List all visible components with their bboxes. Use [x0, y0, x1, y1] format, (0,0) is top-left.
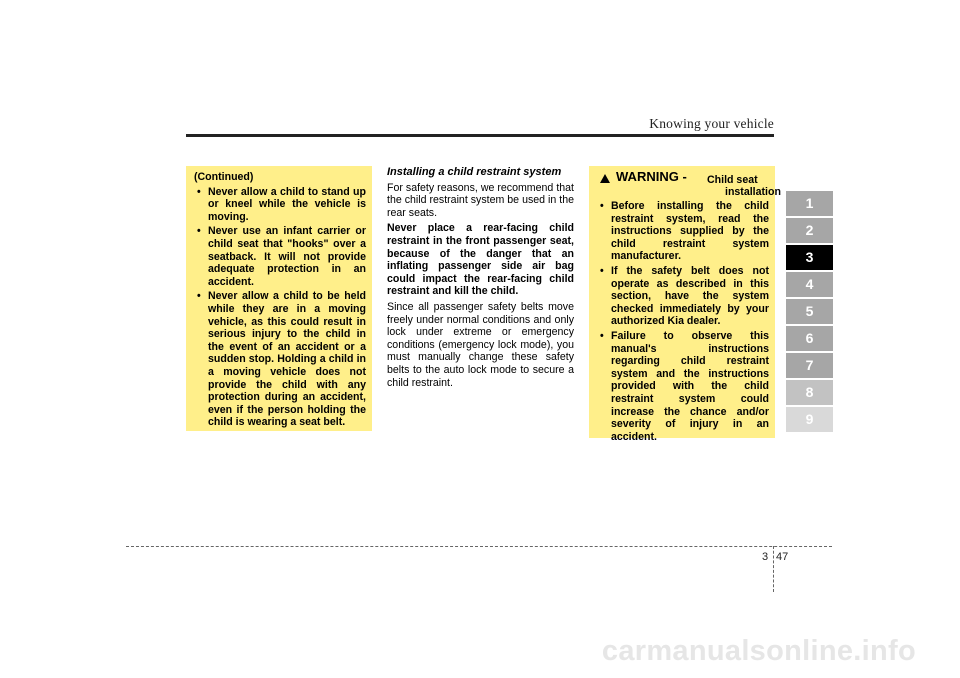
chapter-tab-7[interactable]: 7 — [786, 353, 833, 378]
bold-warning-paragraph: Never place a rear-facing child restraint in the front passenger seat, because of the danger that an inflating passenger side air bag could impact the rear-facing child restraint and kill the child. — [387, 222, 574, 298]
warning-title: WARNING - — [616, 169, 687, 184]
chapter-tab-1[interactable]: 1 — [786, 191, 833, 216]
page-number-value: 47 — [776, 551, 789, 563]
section-title: Installing a child restraint system — [387, 166, 562, 178]
page-header-title: Knowing your vehicle — [649, 116, 774, 131]
caution-list — [194, 186, 366, 429]
section-number: 3 — [762, 551, 769, 563]
footer-rule — [126, 546, 832, 547]
header-rule — [186, 134, 774, 137]
list-item: • Before installing the child restraint system, read the instructions supplied by the child restraint system manufacturer. — [597, 200, 769, 263]
chapter-tabs — [786, 191, 833, 434]
chapter-tab-3[interactable]: 3 — [786, 245, 833, 270]
main-text-column — [387, 166, 574, 392]
list-item: • Failure to observe this manual's instructions regarding child restraint system and the instructions provided with the child restraint system could increase the chance and/or severity of injury in an accident. — [597, 330, 769, 443]
paragraph: For safety reasons, we recommend that the child restraint system be used in the rear seats. — [387, 181, 574, 219]
list-item: • Never use an infant carrier or child seat that "hooks" over a seatback. It will not provide adequate protection in an accident. — [194, 225, 366, 288]
warning-subtitle: Child seat — [707, 174, 758, 186]
chapter-tab-6[interactable]: 6 — [786, 326, 833, 351]
list-item: • Never allow a child to stand up or kneel while the vehicle is moving. — [194, 186, 366, 224]
warning-subtitle: installation — [725, 186, 781, 198]
chapter-tab-5[interactable]: 5 — [786, 299, 833, 324]
warning-box — [589, 166, 781, 443]
warning-triangle-icon — [600, 174, 610, 183]
chapter-tab-2[interactable]: 2 — [786, 218, 833, 243]
watermark: carmanualsonline.info — [601, 635, 916, 667]
continued-caution-box — [186, 166, 372, 431]
chapter-tab-4[interactable]: 4 — [786, 272, 833, 297]
chapter-tab-8[interactable]: 8 — [786, 380, 833, 405]
footer-divider — [773, 546, 774, 592]
list-item: • If the safety belt does not operate as described in this section, have the system checked immediately by your authorized Kia dealer. — [597, 265, 769, 328]
continued-heading: (Continued) — [194, 171, 254, 183]
chapter-tab-9[interactable]: 9 — [786, 407, 833, 432]
paragraph: Since all passenger safety belts move freely under normal conditions and only lock under extreme or emergency conditions (emergency lock mode), you must manually change these safety belts to the auto lock mode to secure a child restraint. — [387, 300, 574, 389]
list-item: • Never allow a child to be held while they are in a moving vehicle, as this could result in serious injury to the child in the event of an accident or a sudden stop. Holding a child in a moving vehicle does not provide the child with any protection during an accident, even if the person holding the child is wearing a seat belt. — [194, 290, 366, 429]
warning-list — [597, 200, 769, 443]
warning-header — [597, 166, 781, 198]
